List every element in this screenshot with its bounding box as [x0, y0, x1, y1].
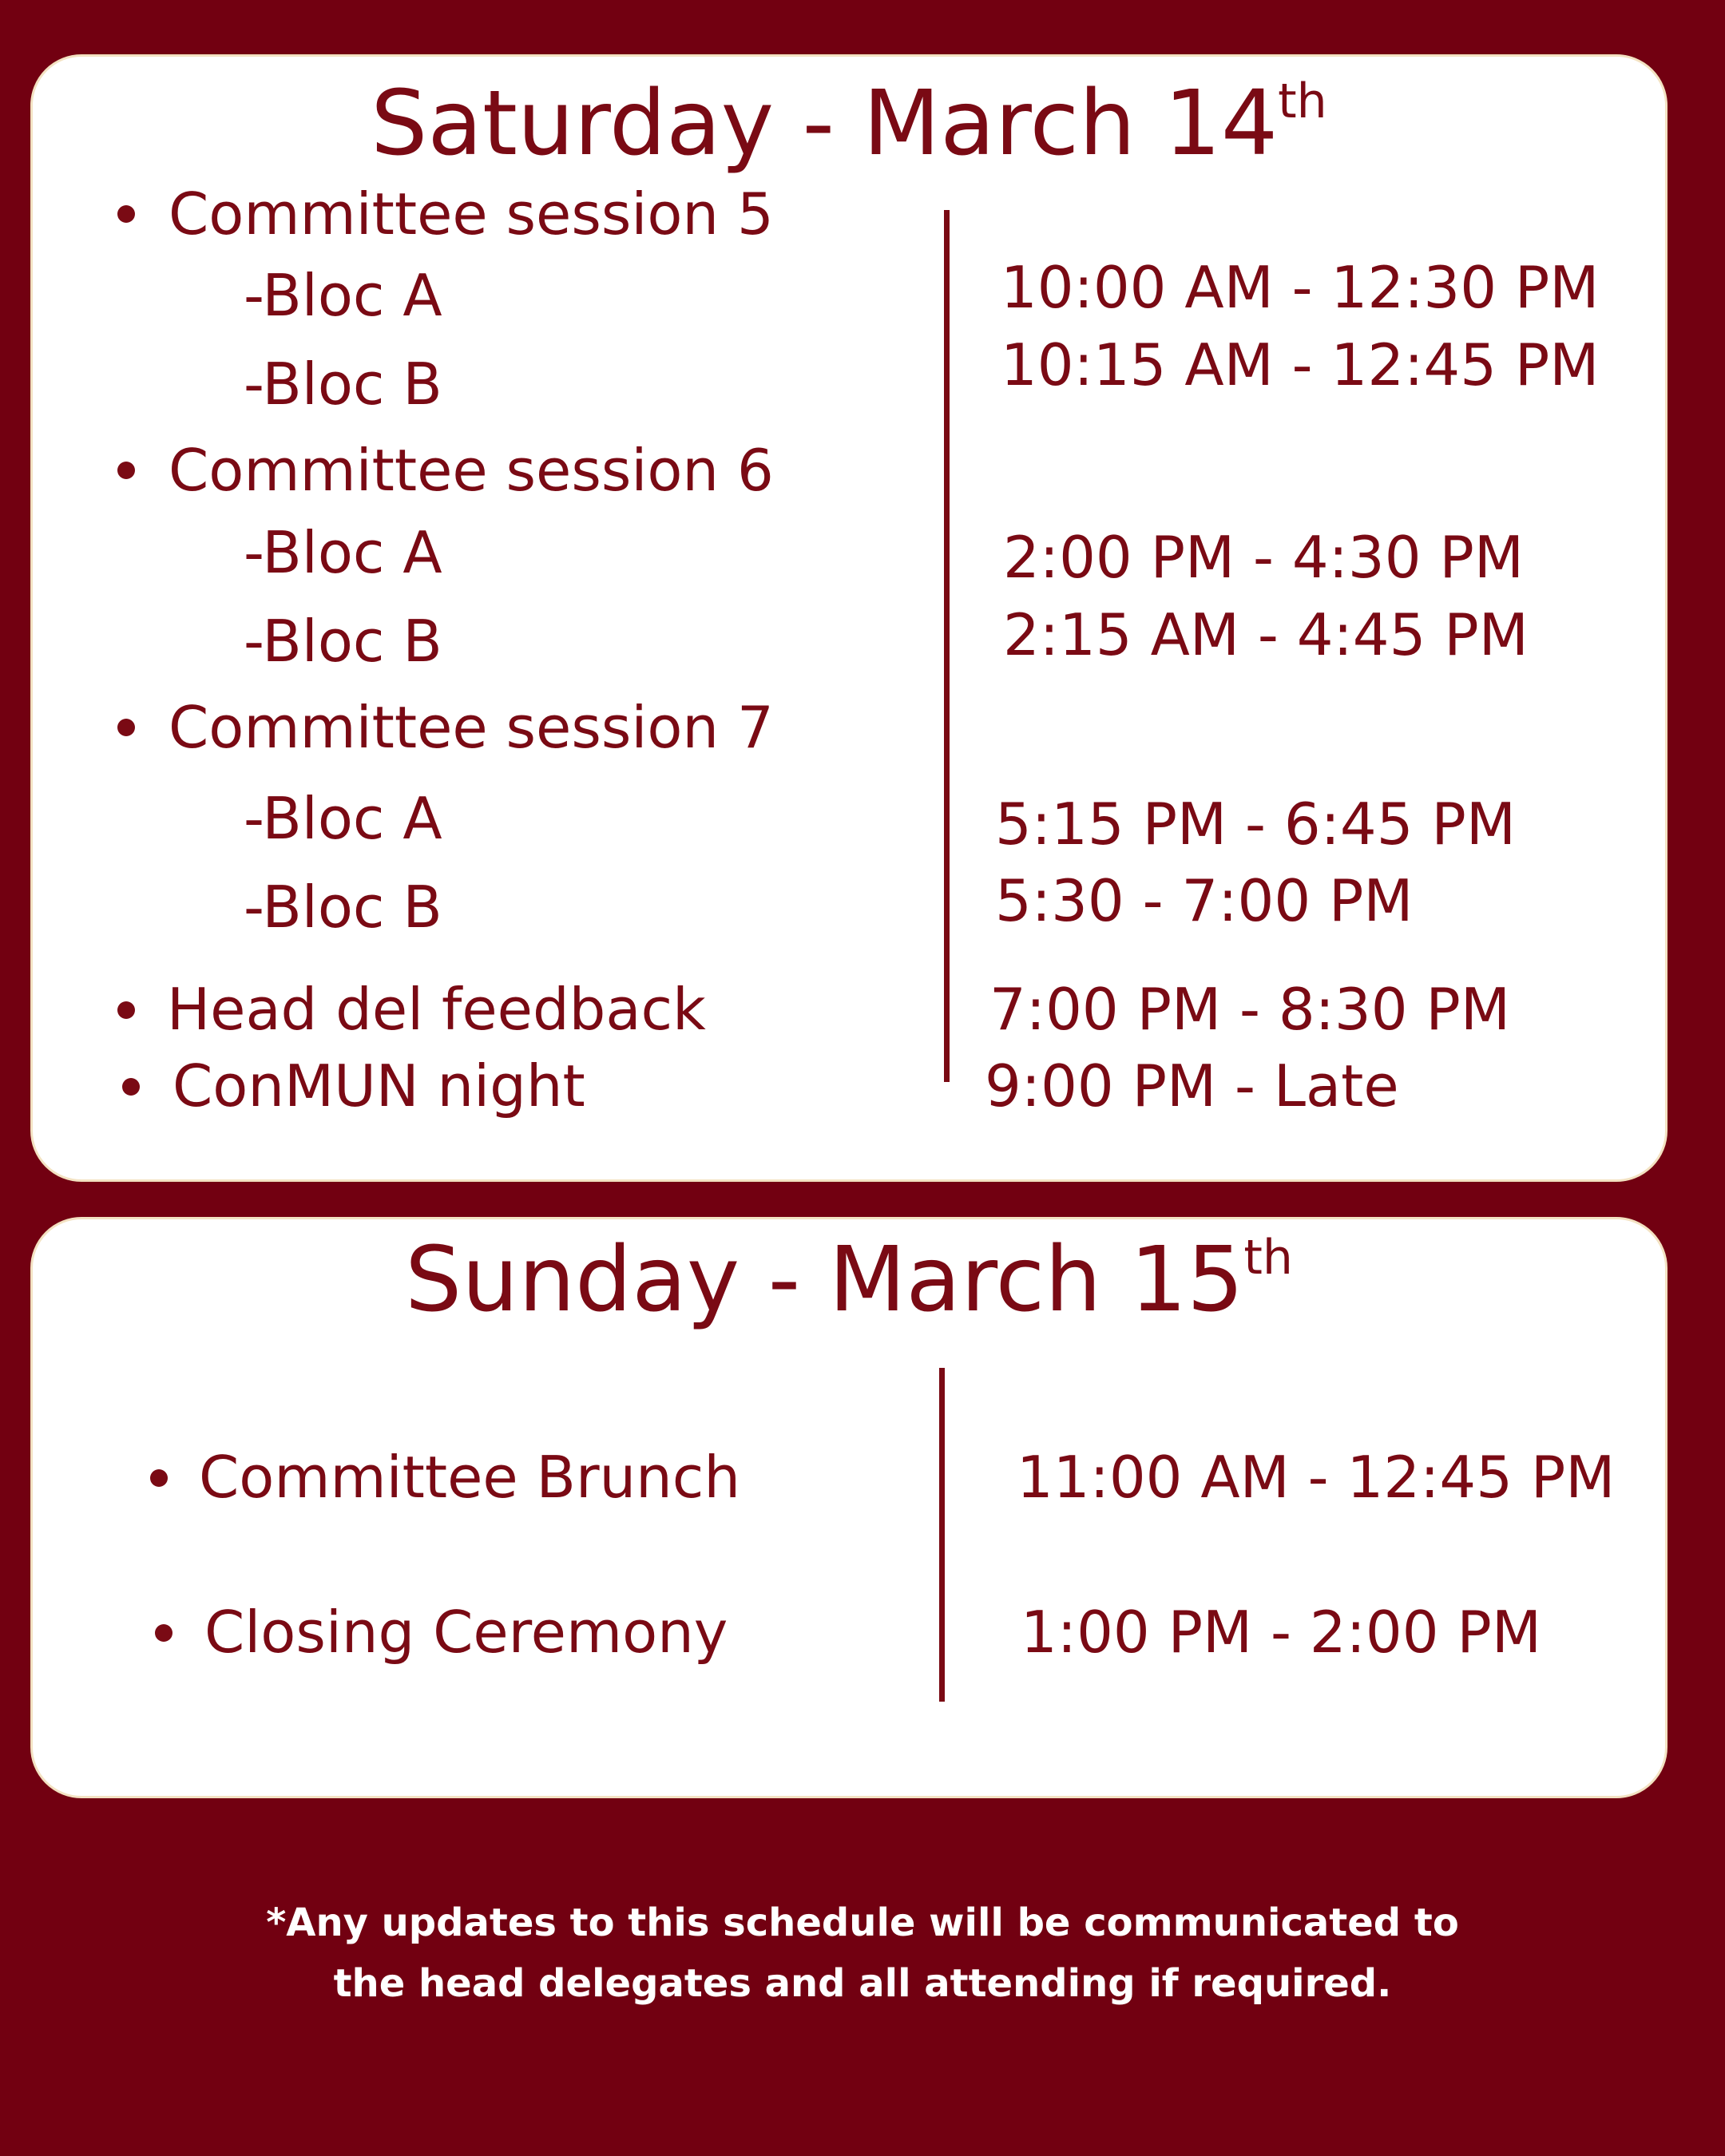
- schedule-item-time: 7:00 PM - 8:30 PM: [989, 976, 1510, 1043]
- bullet-icon: [150, 1469, 168, 1487]
- schedule-item-label: ConMUN night: [172, 1052, 585, 1120]
- bullet-icon: [117, 205, 135, 223]
- schedule-item-label: Head del feedback: [167, 976, 706, 1043]
- schedule-item-time: 2:15 AM - 4:45 PM: [1003, 601, 1529, 668]
- schedule-item-time: 10:00 AM - 12:30 PM: [1001, 254, 1600, 321]
- saturday-card: [30, 54, 1668, 1182]
- schedule-item-time: 5:30 - 7:00 PM: [995, 867, 1414, 934]
- saturday-title: [33, 72, 1665, 176]
- saturday-title-text: Saturday - March 14: [371, 72, 1279, 176]
- schedule-item-label: -Bloc A: [244, 262, 442, 329]
- schedule-item-time: 10:15 AM - 12:45 PM: [1001, 331, 1600, 398]
- schedule-item-label: Committee Brunch: [199, 1444, 741, 1511]
- bullet-icon: [122, 1078, 140, 1096]
- saturday-divider: [944, 210, 950, 1082]
- sunday-card: [30, 1217, 1668, 1798]
- bullet-icon: [155, 1624, 172, 1642]
- schedule-item-time: 2:00 PM - 4:30 PM: [1003, 524, 1524, 591]
- schedule-item-label: Committee session 5: [169, 180, 774, 248]
- schedule-item-time: 1:00 PM - 2:00 PM: [1021, 1599, 1541, 1666]
- footnote-line-2: the head delegates and all attending if required.: [333, 1961, 1392, 2006]
- bullet-icon: [117, 719, 135, 736]
- sunday-title-suffix: th: [1243, 1229, 1293, 1286]
- schedule-item-time: 5:15 PM - 6:45 PM: [995, 791, 1516, 858]
- bullet-icon: [117, 462, 135, 479]
- sunday-title: [33, 1228, 1665, 1332]
- bullet-icon: [117, 1001, 135, 1019]
- schedule-item-label: Closing Ceremony: [204, 1599, 728, 1666]
- schedule-item-label: Committee session 7: [169, 694, 774, 761]
- sunday-divider: [939, 1368, 945, 1702]
- schedule-item-label: -Bloc A: [244, 785, 442, 852]
- schedule-item-label: -Bloc B: [244, 874, 442, 941]
- footnote-line-1: *Any updates to this schedule will be communicated to: [266, 1900, 1459, 1945]
- schedule-item-time: 11:00 AM - 12:45 PM: [1017, 1444, 1616, 1511]
- schedule-item-label: -Bloc B: [244, 608, 442, 675]
- schedule-item-label: Committee session 6: [169, 437, 774, 504]
- schedule-item-label: -Bloc B: [244, 351, 442, 418]
- schedule-footnote: [0, 1892, 1725, 2014]
- saturday-title-suffix: th: [1278, 73, 1327, 129]
- schedule-item-time: 9:00 PM - Late: [985, 1052, 1399, 1120]
- sunday-title-text: Sunday - March 15: [405, 1228, 1244, 1332]
- schedule-item-label: -Bloc A: [244, 519, 442, 586]
